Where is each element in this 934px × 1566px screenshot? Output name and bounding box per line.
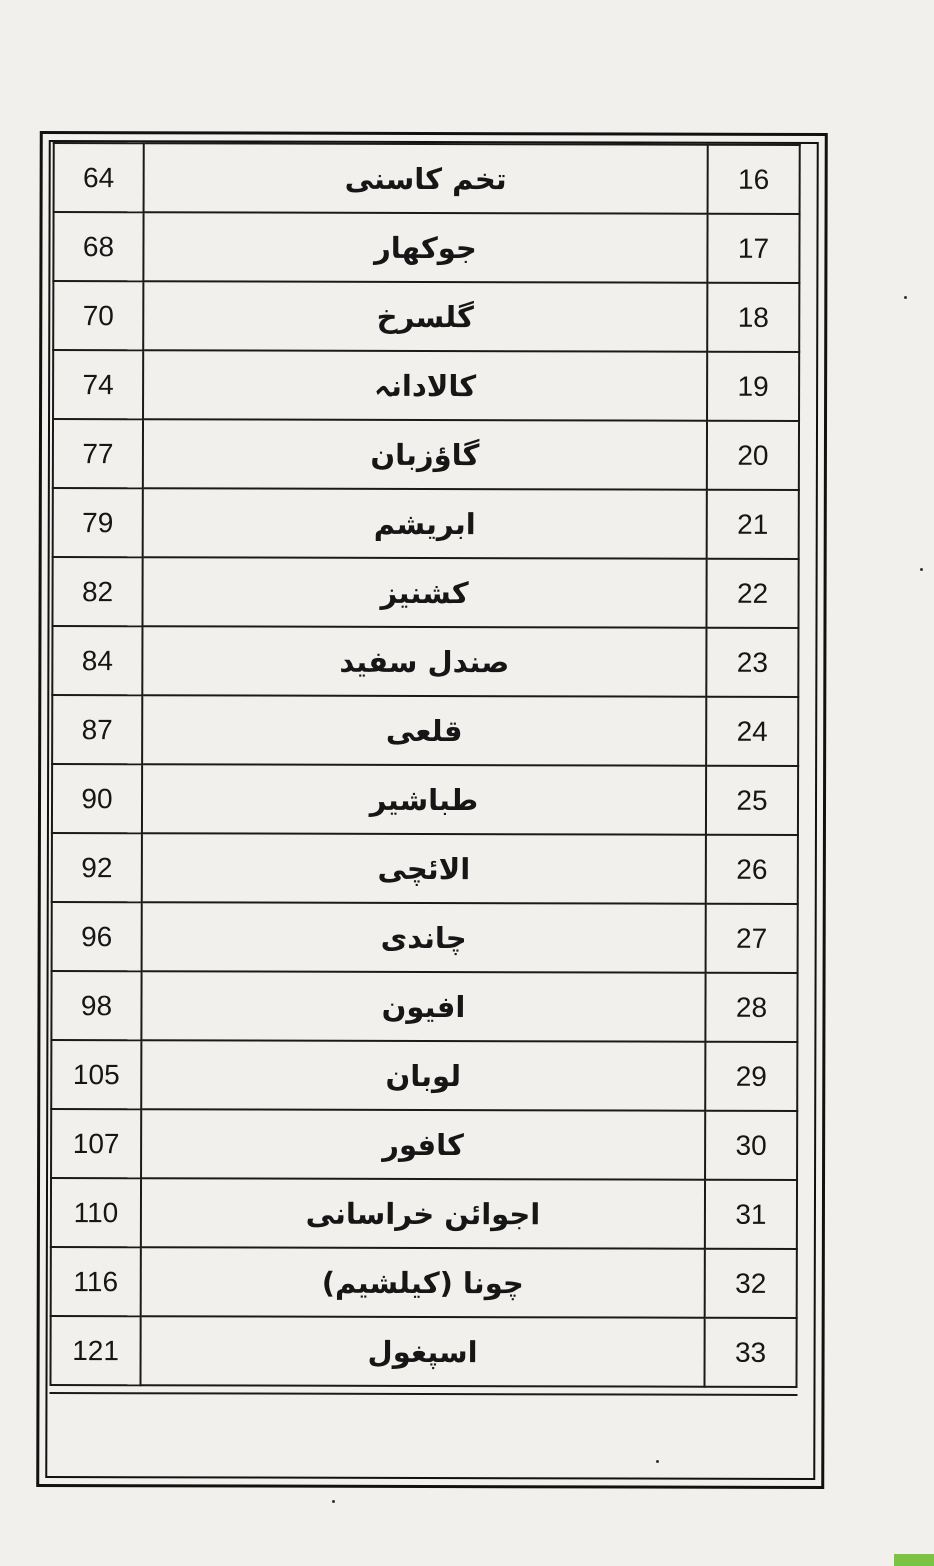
green-corner-mark [894, 1554, 934, 1566]
table-row [52, 557, 798, 628]
entry-title: جوکھار [143, 212, 707, 282]
entry-title: ابریشم [143, 488, 707, 558]
page-number: 96 [52, 902, 142, 971]
paper-speck [920, 568, 923, 571]
table-row [52, 764, 798, 835]
entry-title: چاندی [142, 902, 706, 972]
serial-number: 24 [706, 697, 798, 766]
table-of-contents [49, 142, 800, 1388]
table-row [52, 626, 798, 697]
table-row [51, 971, 797, 1042]
page-number: 110 [51, 1178, 141, 1247]
table-row [53, 488, 799, 559]
serial-number: 32 [705, 1249, 797, 1318]
entry-title: چونا (کیلشیم) [141, 1247, 705, 1317]
table-row [52, 902, 798, 973]
serial-number: 18 [707, 283, 799, 352]
table-row [52, 695, 798, 766]
table-row [51, 1109, 797, 1180]
entry-title: طباشیر [142, 764, 706, 834]
serial-number: 22 [706, 559, 798, 628]
entry-title: گلسرخ [143, 281, 707, 351]
table-row [53, 350, 799, 421]
entry-title: کشنیز [142, 557, 706, 627]
entry-title: کافور [141, 1109, 705, 1179]
serial-number: 16 [708, 145, 800, 214]
page-number: 79 [53, 488, 143, 557]
page-number: 74 [53, 350, 143, 419]
entry-title: قلعی [142, 695, 706, 765]
entry-title: الائچی [142, 833, 706, 903]
entry-title: اسپغول [140, 1316, 704, 1386]
page-number: 87 [52, 695, 142, 764]
serial-number: 27 [706, 904, 798, 973]
serial-number: 21 [707, 490, 799, 559]
entry-title: گاؤزبان [143, 419, 707, 489]
entry-title: اجوائن خراسانی [141, 1178, 705, 1248]
paper-speck [332, 1500, 335, 1503]
entry-title: تخم کاسنی [144, 143, 708, 213]
toc-border-frame [36, 131, 828, 1489]
blank-row [49, 1392, 797, 1466]
page-number: 82 [52, 557, 142, 626]
page-number: 98 [51, 971, 141, 1040]
table-row [51, 1178, 797, 1249]
page-number: 70 [53, 281, 143, 350]
page-number: 107 [51, 1109, 141, 1178]
paper-speck [904, 296, 907, 299]
serial-number: 31 [705, 1180, 797, 1249]
page-number: 77 [53, 419, 143, 488]
table-row [53, 419, 799, 490]
page-number: 92 [52, 833, 142, 902]
table-row [53, 281, 799, 352]
serial-number: 30 [705, 1111, 797, 1180]
page-number: 84 [52, 626, 142, 695]
table-row [52, 833, 798, 904]
paper-speck [656, 1460, 659, 1463]
table-row [54, 143, 800, 214]
page-number: 121 [50, 1316, 140, 1385]
serial-number: 28 [705, 973, 797, 1042]
serial-number: 19 [707, 352, 799, 421]
entry-title: صندل سفید [142, 626, 706, 696]
page-number: 105 [51, 1040, 141, 1109]
serial-number: 20 [707, 421, 799, 490]
page-number: 116 [51, 1247, 141, 1316]
entry-title: افیون [141, 971, 705, 1041]
table-row [51, 1040, 797, 1111]
serial-number: 17 [707, 214, 799, 283]
serial-number: 33 [704, 1318, 796, 1387]
serial-number: 25 [706, 766, 798, 835]
page-number: 90 [52, 764, 142, 833]
table-row [51, 1247, 797, 1318]
page-number: 68 [53, 212, 143, 281]
entry-title: کالادانہ [143, 350, 707, 420]
toc-body [50, 143, 799, 1387]
table-row [50, 1316, 796, 1387]
table-row [53, 212, 799, 283]
serial-number: 29 [705, 1042, 797, 1111]
page-number: 64 [54, 143, 144, 212]
serial-number: 26 [706, 835, 798, 904]
entry-title: لوبان [141, 1040, 705, 1110]
serial-number: 23 [706, 628, 798, 697]
